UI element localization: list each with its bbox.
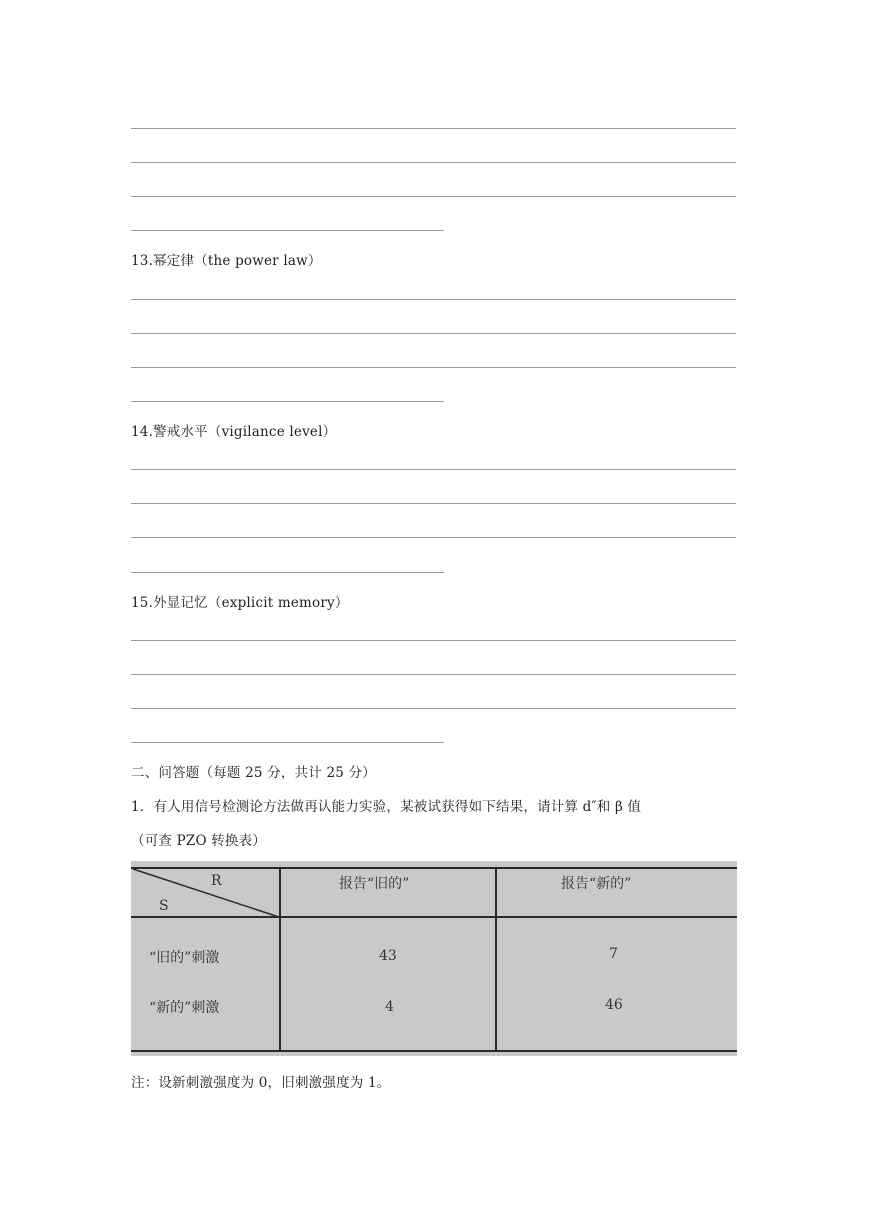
question-1-text-cont: （可查 PZO 转换表）	[131, 833, 267, 849]
answer-line	[131, 469, 736, 470]
column-header: 报告“新的”	[561, 876, 632, 892]
answer-line	[131, 230, 444, 231]
question-14-title: 14.警戒水平（vigilance level）	[131, 424, 337, 440]
corner-diagonal	[131, 867, 281, 918]
row-label: “旧的”刺激	[149, 950, 220, 966]
column-header: 报告“旧的”	[339, 876, 410, 892]
answer-line	[131, 503, 736, 504]
corner-s-label: S	[159, 898, 169, 914]
question-13-title: 13.幂定律（the power law）	[131, 253, 322, 269]
table-note: 注：设新刺激强度为 0，旧刺激强度为 1。	[131, 1075, 391, 1091]
answer-line	[131, 572, 444, 573]
answer-line	[131, 708, 736, 709]
results-table	[131, 861, 737, 1056]
answer-line	[131, 299, 736, 300]
table-cell: 4	[385, 999, 394, 1015]
answer-line	[131, 196, 736, 197]
table-cell: 7	[609, 946, 618, 962]
answer-line	[131, 674, 736, 675]
table-cell: 46	[605, 997, 623, 1013]
answer-line	[131, 128, 736, 129]
corner-r-label: R	[211, 873, 222, 889]
answer-line	[131, 401, 444, 402]
table-cell: 43	[379, 948, 397, 964]
answer-line	[131, 333, 736, 334]
answer-line	[131, 162, 736, 163]
answer-line	[131, 537, 736, 538]
answer-line	[131, 367, 736, 368]
section-heading: 二、问答题（每题 25 分，共计 25 分）	[131, 765, 376, 781]
question-15-title: 15.外显记忆（explicit memory）	[131, 595, 349, 611]
answer-line	[131, 640, 736, 641]
answer-line	[131, 742, 444, 743]
row-label: “新的”刺激	[149, 1000, 220, 1016]
question-1-text: 1．有人用信号检测论方法做再认能力实验，某被试获得如下结果，请计算 d″和 β 值	[131, 799, 642, 815]
